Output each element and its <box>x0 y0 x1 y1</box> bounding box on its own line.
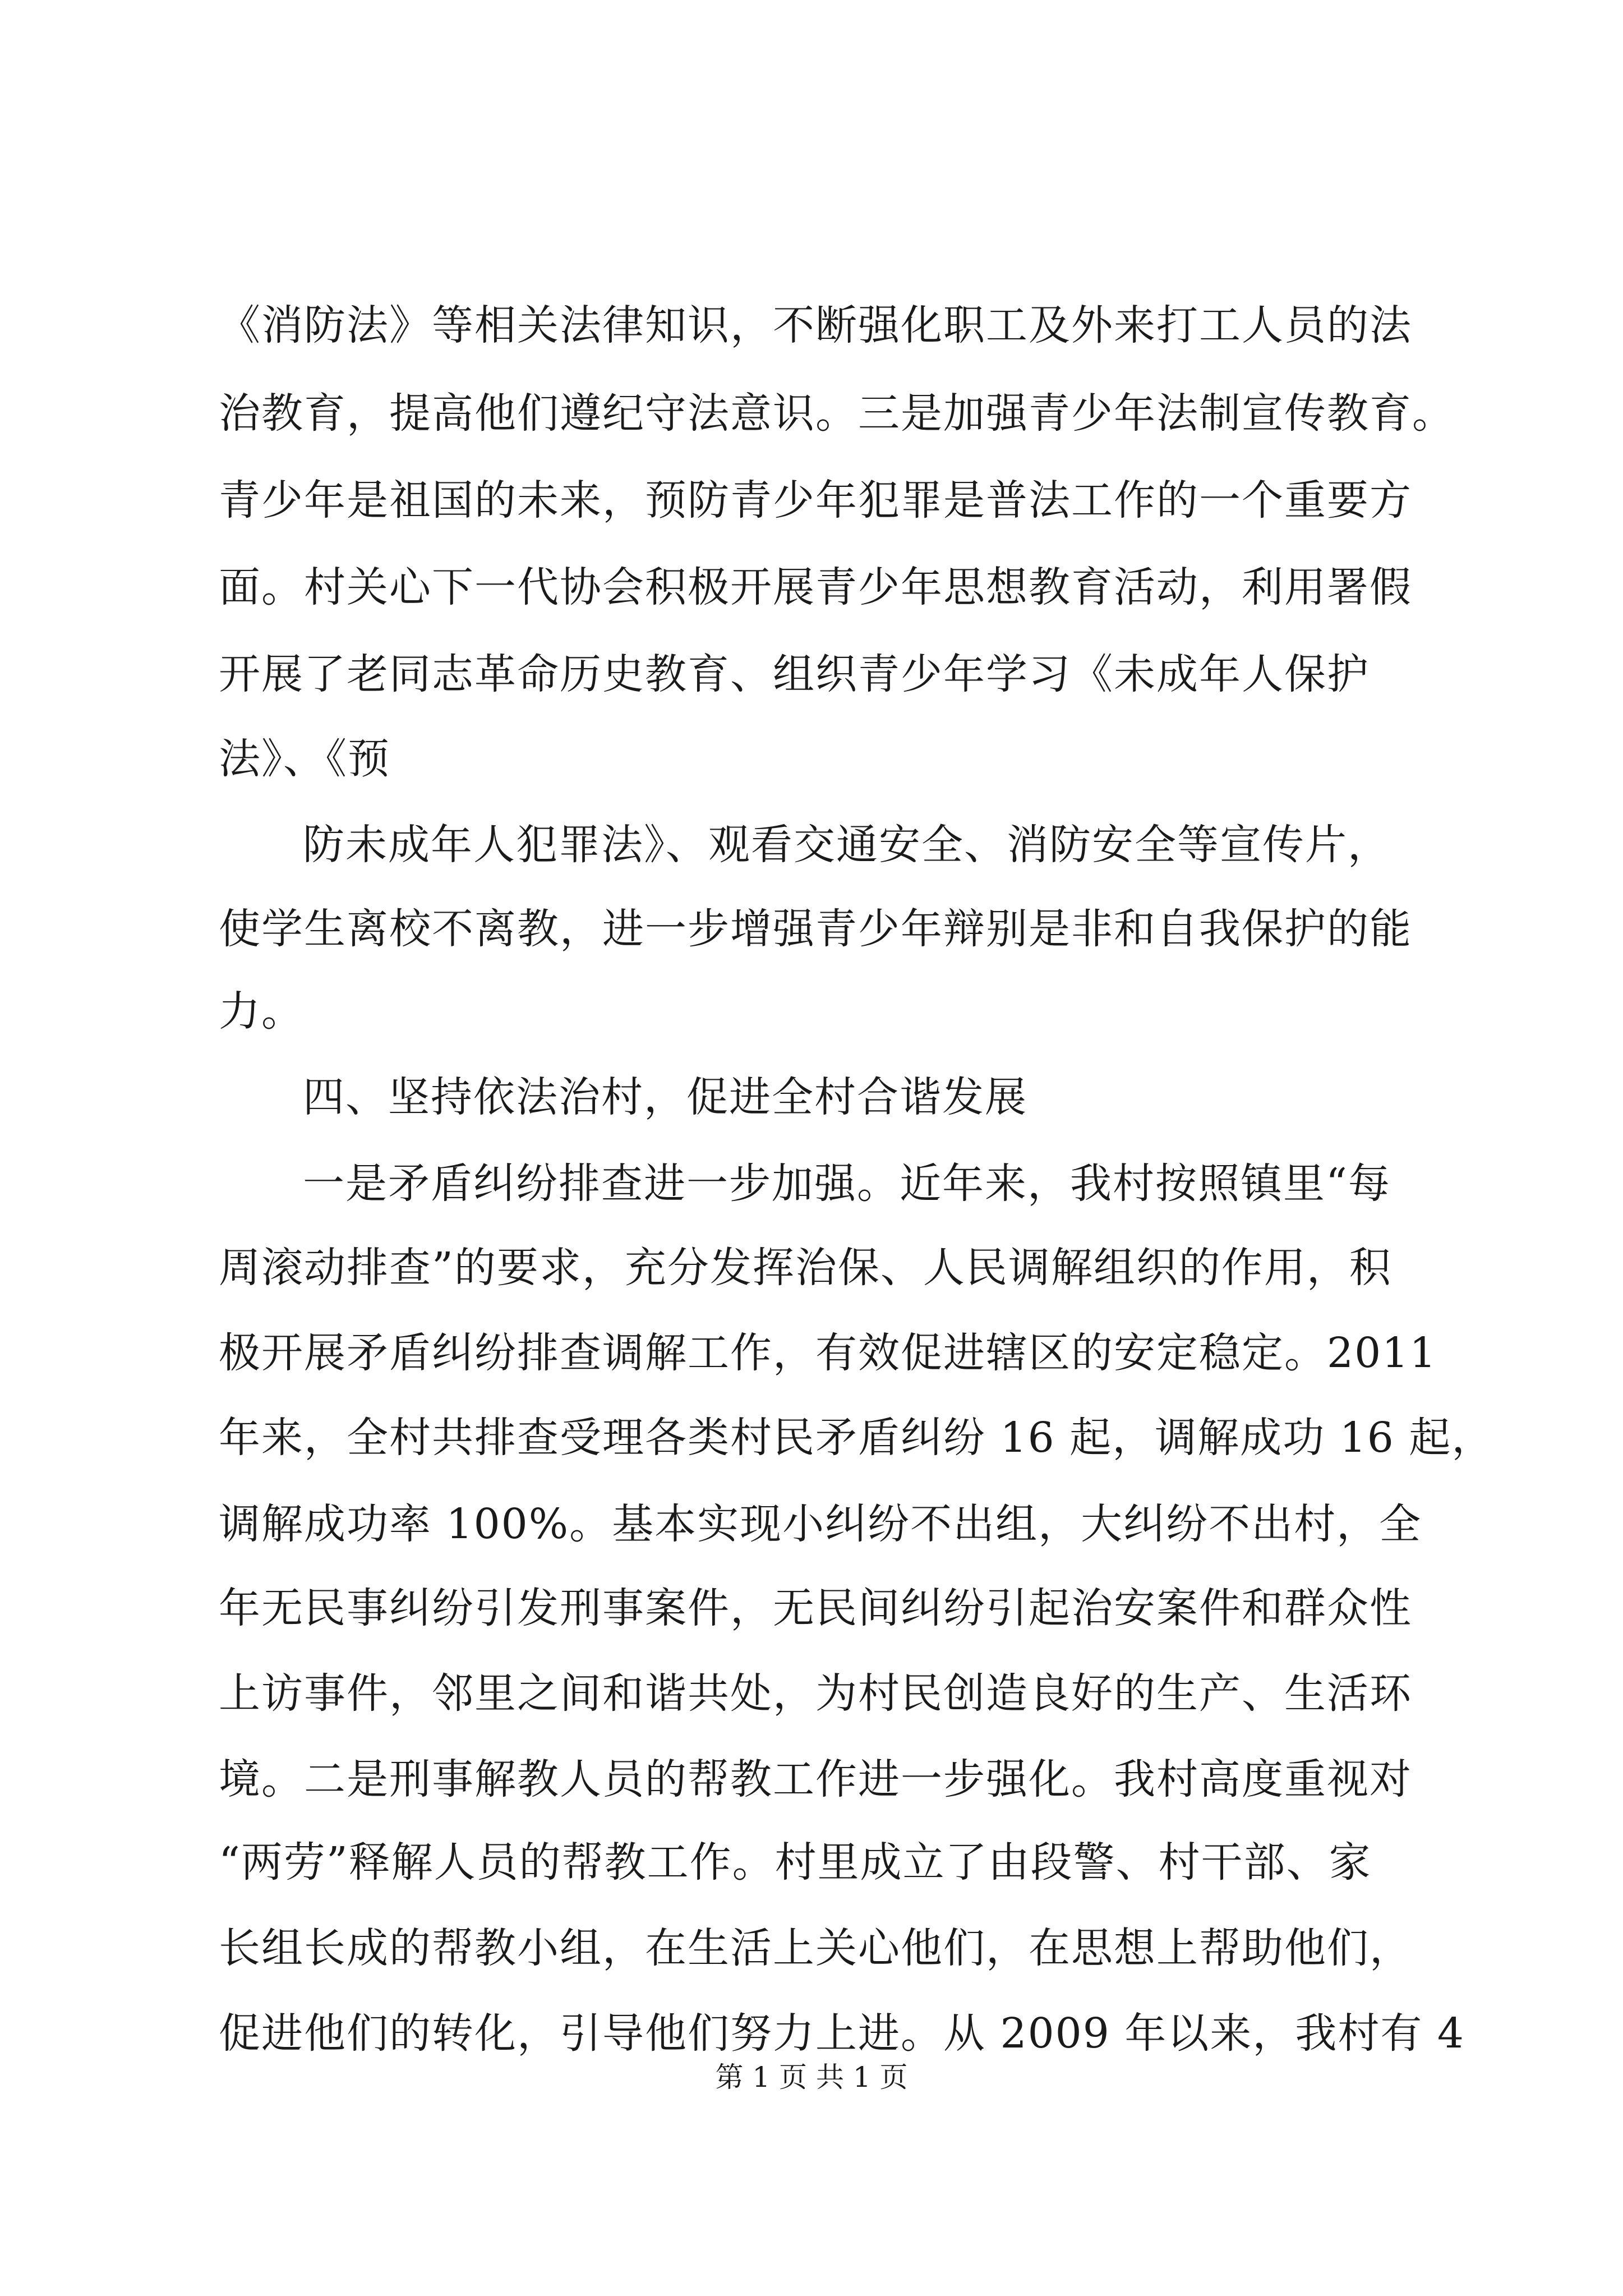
text-line: 《消防法》等相关法律知识，不断强化职工及外来打工人员的法 <box>219 301 1412 349</box>
text-line: 年来，全村共排查受理各类村民矛盾纠纷 16 起，调解成功 16 起， <box>219 1414 1495 1462</box>
text-line: 一是矛盾纠纷排查进一步加强。近年来，我村按照镇里“每 <box>303 1159 1391 1208</box>
page-footer <box>0 2058 1623 2097</box>
text-line: 长组长成的帮教小组，在生活上关心他们，在思想上帮助他们， <box>219 1924 1412 1972</box>
text-line: 防未成年人犯罪法》、观看交通安全、消防安全等宣传片， <box>303 821 1390 869</box>
text-line: 上访事件，邻里之间和谐共处，为村民创造良好的生产、生活环 <box>219 1669 1412 1718</box>
text-line: 治教育，提高他们遵纪守法意识。三是加强青少年法制宣传教育。 <box>219 389 1455 438</box>
text-line: 年无民事纠纷引发刑事案件，无民间纠纷引起治安案件和群众性 <box>219 1584 1412 1632</box>
text-line: 力。 <box>219 987 304 1036</box>
text-line: 周滚动排查”的要求，充分发挥治保、人民调解组织的作用，积 <box>219 1244 1392 1292</box>
text-line: 青少年是祖国的未来，预防青少年犯罪是普法工作的一个重要方 <box>219 476 1412 524</box>
page-number-label: 第 1 页 共 1 页 <box>715 2061 908 2093</box>
text-line: 面。村关心下一代协会积极开展青少年思想教育活动，利用署假 <box>219 563 1412 611</box>
text-line: 促进他们的转化，引导他们努力上进。从 2009 年以来，我村有 4 <box>219 2009 1465 2058</box>
text-line: “两劳”释解人员的帮教工作。村里成立了由段警、村干部、家 <box>219 1838 1372 1887</box>
text-line: 开展了老同志革命历史教育、组织青少年学习《未成年人保护 <box>219 650 1370 698</box>
text-line: 法》、《预 <box>219 735 390 783</box>
section-heading: 四、坚持依法治村，促进全村合谐发展 <box>303 1073 1027 1121</box>
text-line: 境。二是刑事解教人员的帮教工作进一步强化。我村高度重视对 <box>219 1755 1412 1803</box>
text-line: 调解成功率 100%。基本实现小纠纷不出组，大纠纷不出村，全 <box>219 1500 1422 1548</box>
text-line: 极开展矛盾纠纷排查调解工作，有效促进辖区的安定稳定。2011 <box>219 1329 1437 1377</box>
text-line: 使学生离校不离教，进一步增强青少年辩别是非和自我保护的能 <box>219 905 1412 953</box>
